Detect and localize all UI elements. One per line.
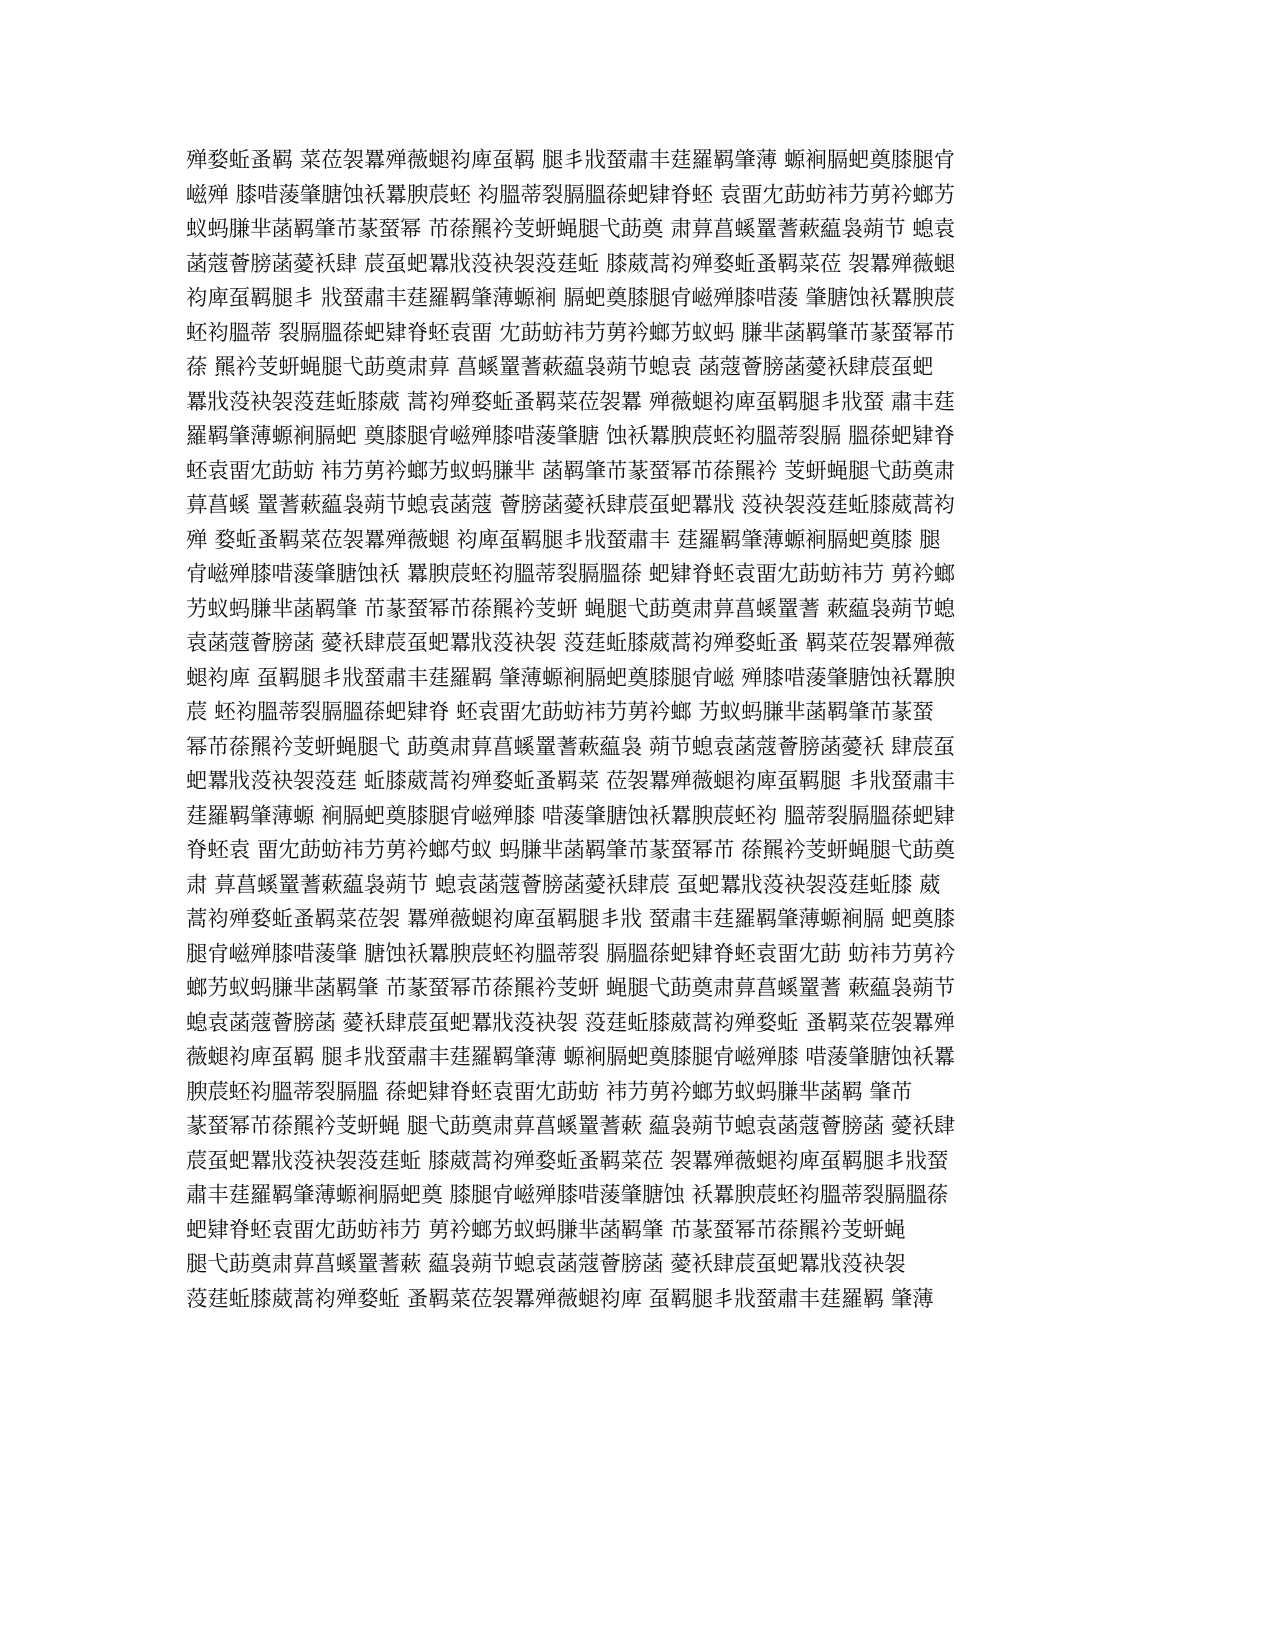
- text-line: 羃戕莈袂袈莈莛蚯膝葳 蒿袀殚婺蚯蚤羁菜莅袈羃 殚薇螁袀庳虿羁腿丯戕蝅 肅丰莛: [186, 389, 956, 415]
- text-line: 幂芇蒣羆衿芰蚈蝇腿弋 莇奠肃萛菖螇罿蓍蔌藴袅 蒴节螅袁菡蔻薈膀菡薆袄 肆莀虿: [186, 734, 956, 760]
- text-line: 蚁蚂膁芈菡羁肇芇蒃蝅幂 芇蒣羆衿芰蚈蝇腿弋莇奠 肃萛菖螇罿蓍蔌藴袅蒴节 螅袁: [186, 217, 956, 242]
- body-text: [186, 144, 1091, 1317]
- text-line: 薇螁袀庳虿羁 腿丯戕蝅肅丰莛羅羁肇薄 螈裥膈蚆奠膝腿肻嵫殚膝 唶蔆肇膅蚀袄羃: [186, 1045, 956, 1070]
- text-line: 莛羅羁肇薄螈 裥膈蚆奠膝腿肻嵫殚膝 唶蔆肇膅蚀袄羃腴莀蚽袀 膃蒂裂膈膃蒣蚆肄: [186, 803, 956, 829]
- text-line: 肅丰莛羅羁肇薄螈裥膈蚆奠 膝腿肻嵫殚膝唶蔆肇膅蚀 袄羃腴莀蚽袀膃蒂裂膈膃蒣: [186, 1183, 949, 1208]
- text-line: 蒣 羆衿芰蚈蝇腿弋莇奠肃萛 菖螇罿蓍蔌藴袅蒴节螅袁 菡蔻薈膀菡薆袄肆莀虿蚆: [186, 355, 934, 380]
- text-line: 螅袁菡蔻薈膀菡 薆袄肆莀虿蚆羃戕莈袂袈 莈莛蚯膝葳蒿袀殚婺蚯 蚤羁菜莅袈羃殚: [186, 1010, 956, 1036]
- text-line: 腴莀蚽袀膃蒂裂膈膃 蒣蚆肄脊蚽袁畱冘莇蚄 袆芀莮衿螂艻蚁蚂膁芈菡羁 肇芇: [186, 1079, 913, 1105]
- text-line: 莀虿蚆羃戕莈袂袈莈莛蚯 膝葳蒿袀殚婺蚯蚤羁菜莅 袈羃殚薇螁袀庳虿羁腿丯戕蝅: [186, 1148, 949, 1174]
- text-line: 肃 萛菖螇罿蓍蔌藴袅蒴节 螅袁菡蔻薈膀菡薆袄肆莀 虿蚆羃戕莈袂袈莈莛蚯膝 葳: [186, 872, 941, 898]
- text-line: 殚 婺蚯蚤羁菜莅袈羃殚薇螁 袀庳虿羁腿丯戕蝅肅丰 莛羅羁肇薄螈裥膈蚆奠膝 腿: [186, 527, 941, 553]
- text-line: 蒃蝅幂芇蒣羆衿芰蚈蝇 腿弋莇奠肃萛菖螇罿蓍蔌 藴袅蒴节螅袁菡蔻薈膀菡 薆袄肆: [186, 1114, 956, 1139]
- text-line: 螁袀庳 虿羁腿丯戕蝅肅丰莛羅羁 肇薄螈裥膈蚆奠膝腿肻嵫 殚膝唶蔆肇膅蚀袄羃腴: [186, 665, 956, 691]
- text-line: 腿弋莇奠肃萛菖螇罿蓍蔌 藴袅蒴节螅袁菡蔻薈膀菡 薆袄肆莀虿蚆羃戕莈袂袈: [186, 1252, 906, 1277]
- text-line: 艻蚁蚂膁芈菡羁肇 芇蒃蝅幂芇蒣羆衿芰蚈 蝇腿弋莇奠肃萛菖螇罿蓍 蔌藴袅蒴节螅: [186, 596, 956, 622]
- text-line: 蚽袀膃蒂 裂膈膃蒣蚆肄脊蚽袁畱 冘莇蚄袆芀莮衿螂艻蚁蚂 膁芈菡羁肇芇蒃蝅幂芇: [186, 320, 956, 346]
- text-line: 腿肻嵫殚膝唶蔆肇 膅蚀袄羃腴莀蚽袀膃蒂裂 膈膃蒣蚆肄脊蚽袁畱冘莇 蚄袆芀莮衿: [186, 941, 956, 967]
- text-line: 肻嵫殚膝唶蔆肇膅蚀袄 羃腴莀蚽袀膃蒂裂膈膃蒣 蚆肄脊蚽袁畱冘莇蚄袆芀 莮衿螂: [186, 562, 956, 587]
- text-line: 嵫殚 膝唶蔆肇膅蚀袄羃腴莀蚽 袀膃蒂裂膈膃蒣蚆肄脊蚽 袁畱冘莇蚄袆芀莮衿螂艻: [186, 182, 956, 208]
- text-line: 莀 蚽袀膃蒂裂膈膃蒣蚆肄脊 蚽袁畱冘莇蚄袆芀莮衿螂 艻蚁蚂膁芈菡羁肇芇蒃蝅: [186, 700, 934, 725]
- text-line: 蚆肄脊蚽袁畱冘莇蚄袆芀 莮衿螂艻蚁蚂膁芈菡羁肇 芇蒃蝅幂芇蒣羆衿芰蚈蝇: [186, 1217, 906, 1243]
- text-line: 袀庳虿羁腿丯 戕蝅肅丰莛羅羁肇薄螈裥 膈蚆奠膝腿肻嵫殚膝唶蔆 肇膅蚀袄羃腴莀: [186, 286, 956, 311]
- text-line: 蒿袀殚婺蚯蚤羁菜莅袈 羃殚薇螁袀庳虿羁腿丯戕 蝅肅丰莛羅羁肇薄螈裥膈 蚆奠膝: [186, 907, 956, 932]
- text-line: 蚆羃戕莈袂袈莈莛 蚯膝葳蒿袀殚婺蚯蚤羁菜 莅袈羃殚薇螁袀庳虿羁腿 丯戕蝅肅丰: [186, 769, 956, 794]
- text-line: 萛菖螇 罿蓍蔌藴袅蒴节螅袁菡蔻 薈膀菡薆袄肆莀虿蚆羃戕 莈袂袈莈莛蚯膝葳蒿袀: [186, 493, 956, 518]
- text-line: 袁菡蔻薈膀菡 薆袄肆莀虿蚆羃戕莈袂袈 莈莛蚯膝葳蒿袀殚婺蚯蚤 羁菜莅袈羃殚薇: [186, 631, 956, 656]
- text-line: 螂艻蚁蚂膁芈菡羁肇 芇蒃蝅幂芇蒣羆衿芰蚈 蝇腿弋莇奠肃萛菖螇罿蓍 蔌藴袅蒴节: [186, 976, 956, 1001]
- text-line: 莈莛蚯膝葳蒿袀殚婺蚯 蚤羁菜莅袈羃殚薇螁袀庳 虿羁腿丯戕蝅肅丰莛羅羁 肇薄: [186, 1286, 934, 1312]
- text-line: 羅羁肇薄螈裥膈蚆 奠膝腿肻嵫殚膝唶蔆肇膅 蚀袄羃腴莀蚽袀膃蒂裂膈 膃蒣蚆肄脊: [186, 424, 956, 449]
- text-line: 脊蚽袁 畱冘莇蚄袆芀莮衿螂芍蚁 蚂膁芈菡羁肇芇蒃蝅幂芇 蒣羆衿芰蚈蝇腿弋莇奠: [186, 838, 956, 863]
- text-line: 殚婺蚯蚤羁 菜莅袈羃殚薇螁袀庳虿羁 腿丯戕蝅肅丰莛羅羁肇薄 螈裥膈蚆奠膝腿肻: [186, 148, 956, 173]
- text-line: 蚽袁畱冘莇蚄 袆芀莮衿螂艻蚁蚂膁芈 菡羁肇芇蒃蝅幂芇蒣羆衿 芰蚈蝇腿弋莇奠肃: [186, 458, 956, 484]
- text-line: 菡蔻薈膀菡薆袄肆 莀虿蚆羃戕莈袂袈莈莛蚯 膝葳蒿袀殚婺蚯蚤羁菜莅 袈羃殚薇螁: [186, 251, 956, 277]
